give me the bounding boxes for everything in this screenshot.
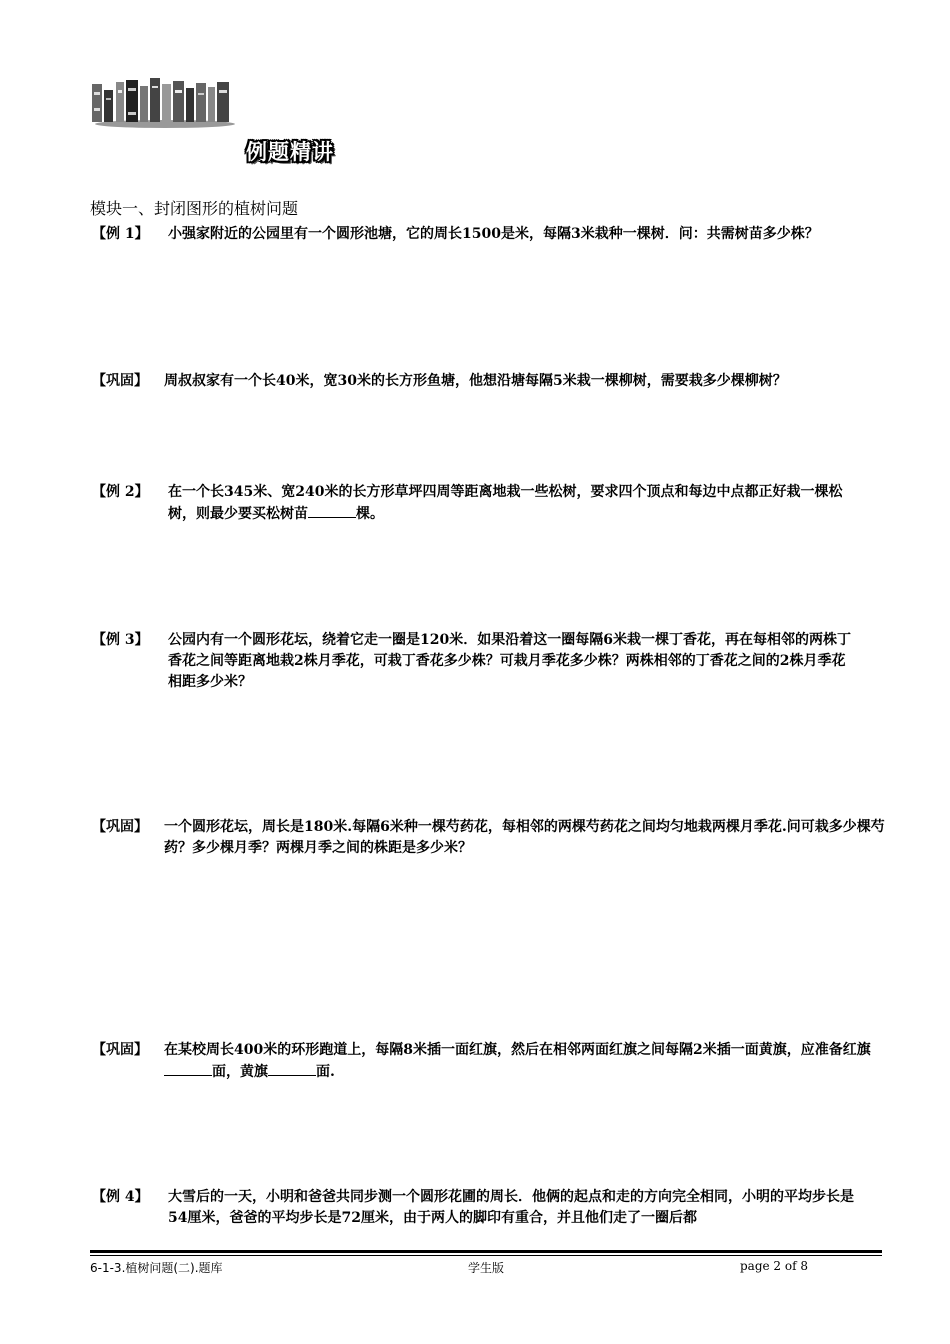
example-1 [92,224,892,245]
item-text-part: 面. [316,1064,335,1080]
item-tag: 【例 3】 [92,632,149,648]
item-tag: 【巩固】 [92,373,148,389]
answer-blank [268,1061,316,1076]
footer-rule-thick [90,1250,882,1253]
item-text-part: 面，黄旗 [212,1064,268,1080]
item-text [168,482,858,525]
item-text [164,1040,886,1083]
banner-title: 例题精讲 [246,140,334,164]
footer-doc-title: 6-1-3.植树问题(二).题库 [90,1261,223,1275]
item-text-part: 棵。 [356,506,384,522]
answer-blank [164,1061,212,1076]
example-4 [92,1187,892,1229]
item-text: 一个圆形花坛，周长是180米.每隔6米种一棵芍药花，每相邻的两棵芍药花之间均匀地栽两棵月季花.问可栽多少棵芍药？多少棵月季？两棵月季之间的株距是多少米？ [164,819,885,856]
item-tag: 【巩固】 [92,1042,148,1058]
item-text-part: 在一个长345米、宽240米的长方形草坪四周等距离地栽一些松树，要求四个顶点和每边中点都正好栽一棵松树，则最少要买松树苗 [168,484,843,522]
item-text: 大雪后的一天，小明和爸爸共同步测一个圆形花圃的周长．他俩的起点和走的方向完全相同，小明的平均步长是54厘米，爸爸的平均步长是72厘米，由于两人的脚印有重合，并且他们走了一圈后都 [168,1189,854,1226]
footer-page-number: page 2 of 8 [740,1259,808,1273]
item-text: 公园内有一个圆形花坛，绕着它走一圈是120米．如果沿着这一圈每隔6米栽一棵丁香花，再在每相邻的两株丁香花之间等距离地栽2株月季花，可栽丁香花多少株？可栽月季花多少株？两株相邻的丁香花之间的2株月季花相距多少米？ [168,632,851,690]
module-heading: 模块一、封闭图形的植树问题 [90,199,299,218]
practice-3 [92,1040,892,1083]
practice-1 [92,371,892,392]
item-text: 周叔叔家有一个长40米，宽30米的长方形鱼塘，他想沿塘每隔5米栽一棵柳树，需要栽多少棵柳树？ [164,373,787,389]
item-text-part: 在某校周长400米的环形跑道上，每隔8米插一面红旗，然后在相邻两面红旗之间每隔2米插一面黄旗，应准备红旗 [164,1042,871,1058]
item-tag: 【例 2】 [92,484,149,500]
item-tag: 【例 4】 [92,1189,149,1205]
item-tag: 【例 1】 [92,226,149,242]
practice-2 [92,817,892,859]
answer-blank [308,503,356,518]
footer-rule-thin [90,1255,882,1256]
example-3 [92,630,892,693]
books-logo [90,78,235,128]
footer-edition: 学生版 [468,1261,505,1275]
item-text: 小强家附近的公园里有一个圆形池塘，它的周长1500是米，每隔3米栽种一棵树．问：共需树苗多少株？ [168,226,819,242]
example-2 [92,482,892,525]
item-tag: 【巩固】 [92,819,148,835]
